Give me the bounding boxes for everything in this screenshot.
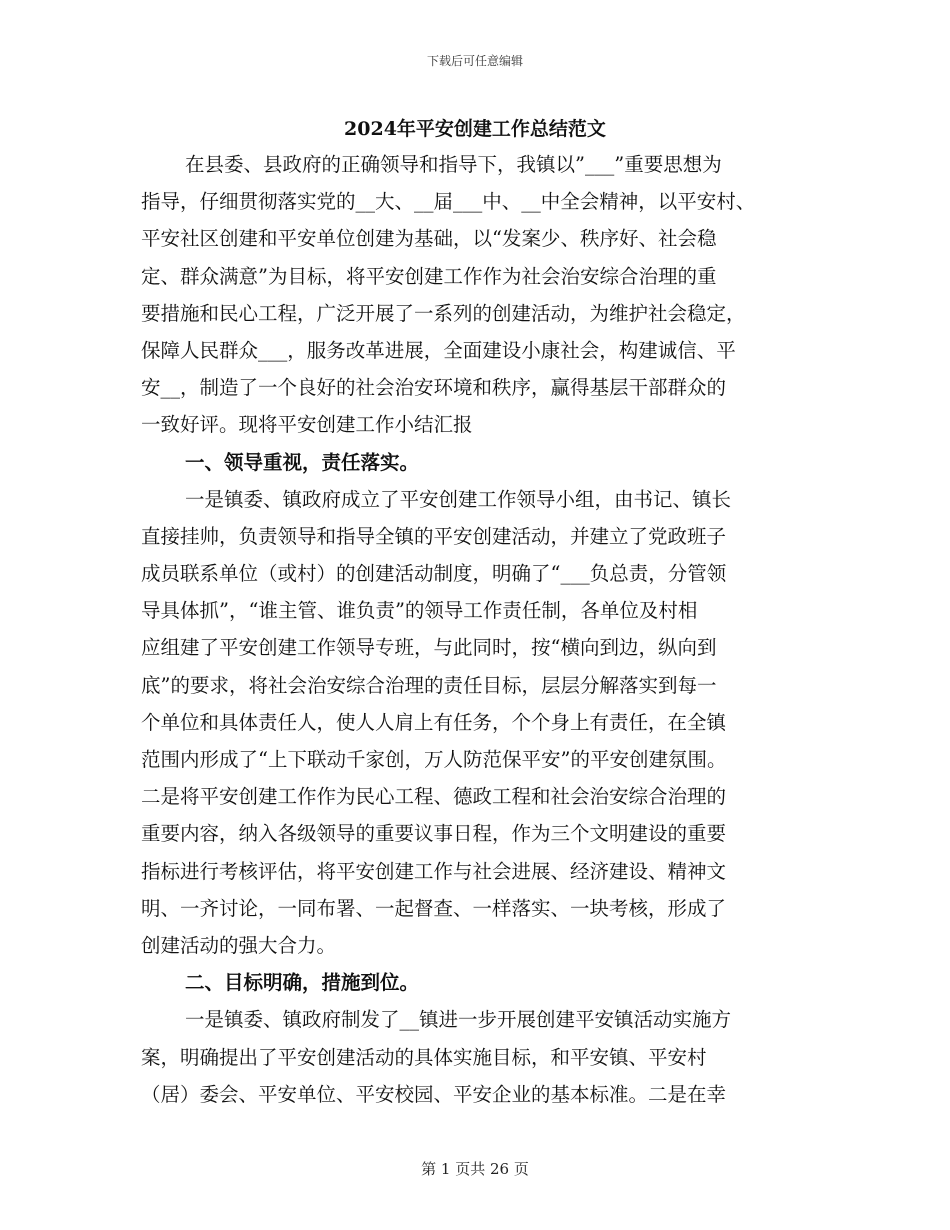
body-line: 平安社区创建和平安单位创建为基础，以“发案少、秩序好、社会稳: [141, 227, 717, 251]
body-line: 指导，仔细贯彻落实党的__大、__届___中、__中全会精神，以平安村、: [141, 190, 756, 214]
page-footer-number: 第 1 页共 26 页: [421, 1160, 529, 1178]
body-line: 成员联系单位（或村）的创建活动制度，明确了“___负总责，分管领: [141, 562, 727, 586]
section-heading: 一、领导重视，责任落实。: [185, 450, 420, 474]
body-line: 安__，制造了一个良好的社会治安环境和秩序，赢得基层干部群众的: [141, 376, 727, 400]
body-line: 一是镇委、镇政府制发了__镇进一步开展创建平安镇活动实施方: [185, 1008, 732, 1032]
body-line: 个单位和具体责任人，使人人肩上有任务，个个身上有责任，在全镇: [141, 710, 727, 734]
page-header-note: 下载后可任意编辑: [426, 54, 523, 68]
body-line: 创建活动的强大合力。: [141, 933, 337, 957]
body-line: 要措施和民心工程，广泛开展了一系列的创建活动，为维护社会稳定，: [141, 301, 746, 325]
body-line: 范围内形成了“上下联动千家创，万人防范保平安”的平安创建氛围。: [141, 748, 727, 771]
body-line: （居）委会、平安单位、平安校园、平安企业的基本标准。二是在幸: [141, 1082, 727, 1106]
body-line: 重要内容，纳入各级领导的重要议事日程，作为三个文明建设的重要: [141, 822, 727, 846]
body-line: 导具体抓”，“谁主管、谁负责”的领导工作责任制，各单位及村相: [141, 599, 698, 623]
document-title: 2024年平安创建工作总结范文: [344, 118, 606, 140]
body-line: 直接挂帅，负责领导和指导全镇的平安创建活动，并建立了党政班子: [141, 524, 727, 548]
body-line: 在县委、县政府的正确领导和指导下，我镇以”___”重要思想为: [185, 153, 722, 176]
document-body: [141, 146, 811, 1113]
body-line: 保障人民群众___，服务改革进展，全面建设小康社会，构建诚信、平: [141, 338, 736, 362]
body-line: 一致好评。现将平安创建工作小结汇报: [141, 413, 473, 437]
body-line: 应组建了平安创建工作领导专班，与此同时，按“横向到边，纵向到: [141, 636, 717, 660]
body-line: 二是将平安创建工作作为民心工程、德政工程和社会治安综合治理的: [141, 785, 727, 809]
body-line: 定、群众满意”为目标，将平安创建工作作为社会治安综合治理的重: [141, 264, 717, 288]
body-line: 指标进行考核评估，将平安创建工作与社会进展、经济建设、精神文: [141, 859, 727, 883]
body-line: 明、一齐讨论，一同布署、一起督查、一样落实、一块考核，形成了: [141, 896, 727, 920]
body-line: 底”的要求，将社会治安综合治理的责任目标，层层分解落实到每一: [141, 673, 717, 697]
body-line: 一是镇委、镇政府成立了平安创建工作领导小组，由书记、镇长: [185, 487, 732, 511]
section-heading: 二、目标明确，措施到位。: [185, 971, 420, 995]
body-line: 案，明确提出了平安创建活动的具体实施目标，和平安镇、平安村: [141, 1045, 707, 1069]
